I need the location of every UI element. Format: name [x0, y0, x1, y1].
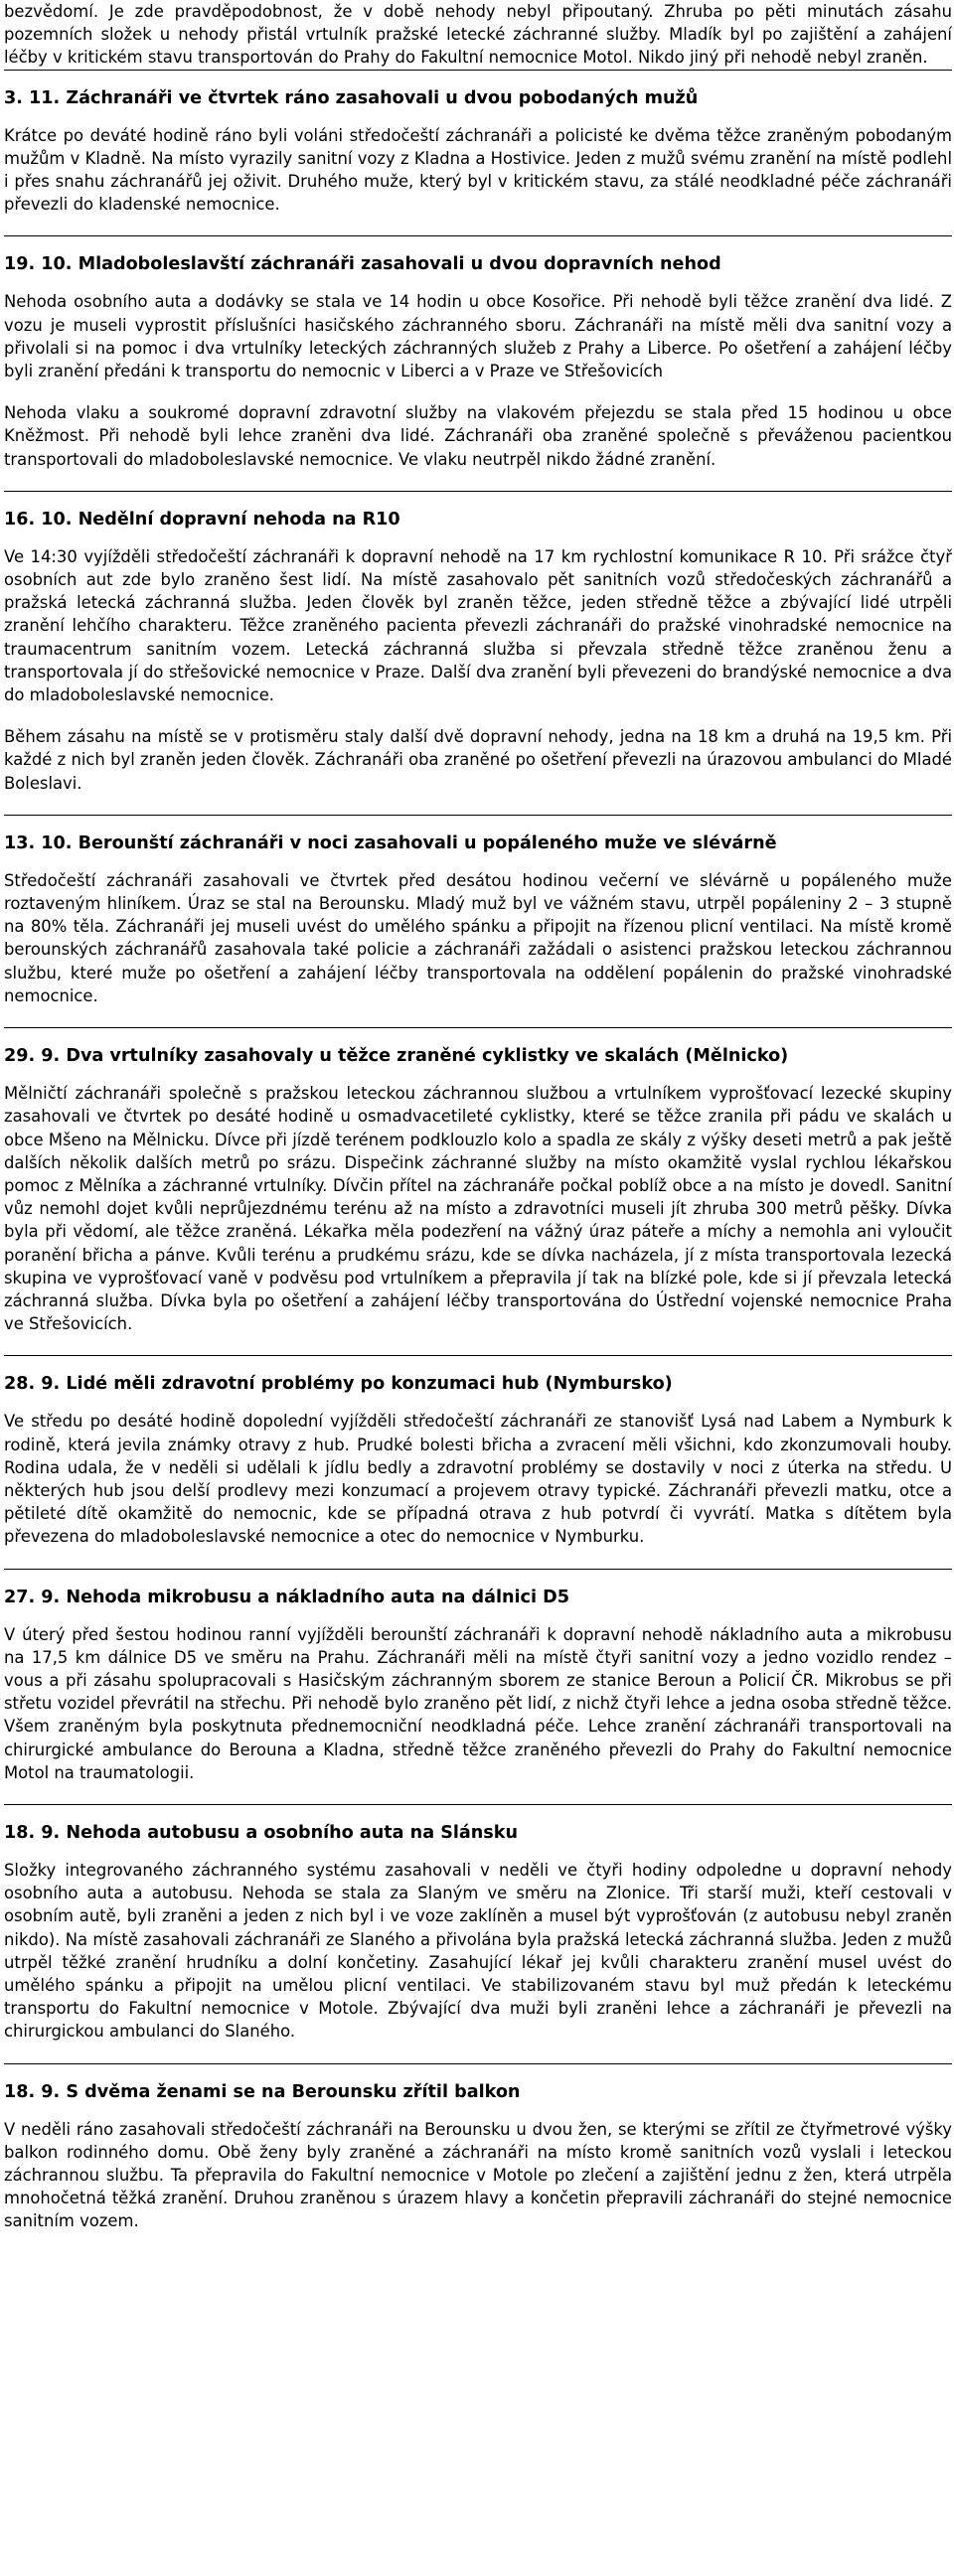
news-article	[4, 2063, 952, 2233]
intro-section	[4, 0, 952, 70]
article-title: 29. 9. Dva vrtulníky zasahovaly u těžce zraněné cyklistky ve skalách (Mělnicko)	[4, 1046, 789, 1067]
article-title: 13. 10. Berounští záchranáři v noci zasahovali u popáleného muže ve slévárně	[4, 833, 777, 853]
news-article	[4, 491, 952, 795]
article-paragraph: Krátce po deváté hodině ráno byli voláni středočeští záchranáři a policisté ke dvěma těžce zraněným pobodaným mužům v Kladně. Na místo vyrazily sanitní vozy z Kladna a Hostivice. Jeden z mužů svému zranění na místě podlehl i přes snahu záchranářů jej oživit. Druhého muže, který byl v kritickém stavu, za stálé neodkladné péče záchranáři převezli do kladenské nemocnice.	[4, 125, 952, 215]
article-paragraph: Během zásahu na místě se v protisměru staly další dvě dopravní nehody, jedna na 18 km a druhá na 19,5 km. Při každé z nich byl zraněn jeden člověk. Záchranáři oba zraněné po ošetření převezli na úrazovou ambulanci do Mladé Boleslavi.	[4, 727, 952, 793]
news-article	[4, 1027, 952, 1335]
news-article	[4, 1569, 952, 1784]
article-paragraph: Složky integrovaného záchranného systému zasahovali v neděli ve čtyři hodiny odpoledne u dopravní nehody osobního auta a autobusu. Nehoda se stala za Slaným ve směru na Zlonice. Tři starší muži, kteří cestovali v osobním autě, byli zraněni a jeden z nich byl i ve voze zaklíněn a musel být vyprošťován (z autobusu nebyl zraněn nikdo). Na místě zasahovali záchranáři ze Slaného a přivolána byla pražská letecká záchranná služba. Jeden z mužů utrpěl těžké zranění hrudníku a dolní končetiny. Zasahující lékař jej kvůli charakteru zranění musel uvést do umělého spánku a připojit na umělou plicní ventilaci. Ve stabilizovaném stavu byl muž předán k leteckému transportu do Fakultní nemocnice v Motole. Zbývající dva muži byli zraněni lehce a záchranáři je převezli na chirurgickou ambulanci do Slaného.	[4, 1860, 952, 2042]
article-paragraph: Nehoda vlaku a soukromé dopravní zdravotní služby na vlakovém přejezdu se stala před 15 hodinou u obce Kněžmost. Při nehodě byli lehce zraněni dva lidé. Záchranáři oba zraněné společně s převáženou pacientkou transportovali do mladoboleslavské nemocnice. Ve vlaku neutrpěl nikdo žádné zranění.	[4, 403, 952, 469]
article-paragraph: Středočeští záchranáři zasahovali ve čtvrtek před desátou hodinou večerní ve slévárně u popáleného muže roztaveným hliníkem. Úraz se stal na Berounsku. Mladý muž byl ve vážném stavu, utrpěl popáleniny 2 – 3 stupně na 80% těla. Záchranáři jej museli uvést do umělého spánku a připojit na řízenou plicní ventilaci. Na místě kromě berounských záchranářů zasahovala také policie a záchranáři zažádali o asistenci pražskou leteckou záchrannou službu, které muže po ošetření a zahájení léčby transportovala na oddělení popálenin do pražské vinohradské nemocnice.	[4, 870, 952, 1005]
news-article	[4, 1804, 952, 2044]
article-paragraph: Nehoda osobního auta a dodávky se stala ve 14 hodin u obce Kosořice. Při nehodě byli těžce zranění dva lidé. Z vozu je museli vyprostit příslušníci hasičského záchranného sboru. Záchranáři na místě měli dva sanitní vozy a přivolali si na pomoc i dva vrtulníky leteckých záchranných služeb z Prahy a Liberce. Po ošetření a zahájení léčby byli zranění předáni k transportu do nemocnic v Liberci a v Praze ve Střešovicích	[4, 292, 952, 381]
article-title: 19. 10. Mladoboleslavští záchranáři zasahovali u dvou dopravních nehod	[4, 254, 721, 275]
article-paragraph: Ve 14:30 vyjížděli středočeští záchranáři k dopravní nehodě na 17 km rychlostní komunikace R 10. Při srážce čtyř osobních aut zde bylo zraněno šest lidí. Na místě zasahovalo pět sanitních vozů středočeských záchranářů a pražská letecká záchranná služba. Jeden člověk byl zraněn těžce, jeden středně těžce a zbývající lidé utrpěli zranění lehčího charakteru. Těžce zraněného pacienta převezli záchranáři do pražské vinohradské nemocnice na traumacentrum sanitním vozem. Letecká záchranná služba si převzala středně těžce zraněnou ženu a transportovala jí do střešovické nemocnice v Praze. Další dva zranění byli převezeni do brandýské nemocnice a dva do mladoboleslavské nemocnice.	[4, 546, 952, 705]
article-title: 18. 9. Nehoda autobusu a osobního auta na Slánsku	[4, 1822, 518, 1843]
article-title: 16. 10. Nedělní dopravní nehoda na R10	[4, 509, 400, 530]
news-article	[4, 235, 952, 470]
article-title: 18. 9. S dvěma ženami se na Berounsku zřítil balkon	[4, 2081, 521, 2102]
intro-paragraph: bezvědomí. Je zde pravděpodobnost, že v době nehody nebyl připoutaný. Zhruba po pěti minutách zásahu pozemních složek u nehody přistál vrtulník pražské letecké záchranné služby. Mladík byl po zajištění a zahájení léčby v kritickém stavu transportován do Prahy do Fakultní nemocnice Motol. Nikdo jiný při nehodě nebyl zraněn.	[4, 2, 952, 68]
article-paragraph: Ve středu po desáté hodině dopolední vyjížděli středočeští záchranáři ze stanovišť Lysá nad Labem a Nymburk k rodině, která jevila známky otravy z hub. Prudké bolesti břicha a zvracení měli všichni, kdo zkonzumovali houby. Rodina udala, že v neděli si udělali k jídlu bedly a zdravotní problémy se dostavily v noci z úterka na středu. U některých hub jsou delší prodlevy mezi konzumací a projevem otravy typické. Záchranáři převezli matku, otce a pětileté dítě okamžitě do nemocnic, kde se případná otrava z hub potvrdí či vyvrátí. Matka s dítětem byla převezena do mladoboleslavské nemocnice a otec do nemocnice v Nymburku.	[4, 1412, 952, 1547]
article-paragraph: Mělničtí záchranáři společně s pražskou leteckou záchrannou službou a vrtulníkem vyprošťovací lezecké skupiny zasahovali ve čtvrtek po desáté hodině u osmadvacetileté cyklistky, které se těžce zranila při pádu ve skalách u obce Mšeno na Mělnicku. Dívce při jízdě terénem podklouzlo kolo a spadla ze skály z výšky deseti metrů a pak ještě dalších několik dalších metrů po srázu. Dispečink záchranné služby na místo okamžitě vyslal rychlou lékařskou pomoc z Mělníka a záchranné vrtulníky. Dívčin přítel na záchranáře počkal poblíž obce a na místo je dovedl. Sanitní vůz nemohl dojet kvůli neprůjezdnému terénu až na místo a zdravotníci museli jít zhruba 300 metrů pěšky. Dívka byla při vědomí, ale těžce zraněná. Lékařka měla podezření na vážný úraz páteře a míchy a nemohla ani vyloučit poranění břicha a pánve. Kvůli terénu a prudkému srázu, kde se dívka nacházela, jí z místa transportovala lezecká skupina ve vyprošťovací vaně v podvěsu pod vrtulníkem a přepravila jí tak na blízké pole, kde si jí převzala letecká záchranná služba. Dívka byla po ošetření a zahájení léčby transportována do Ústřední vojenské nemocnice Praha ve Střešovicích.	[4, 1084, 952, 1334]
article-paragraph: V neděli ráno zasahovali středočeští záchranáři na Berounsku u dvou žen, se kterými se zřítil ze čtyřmetrové výšky balkon rodinného domu. Obě ženy byly zraněné a záchranáři na místo kromě sanitních vozů vyslali i leteckou záchrannou službu. Ta přepravila do Fakultní nemocnice v Motole po zlečení a zajištění jednu z žen, která utrpěla mnohočetná těžká zranění. Druhou zraněnou s úrazem hlavy a končetin přepravili záchranáři do stejné nemocnice sanitním vozem.	[4, 2119, 952, 2231]
article-title: 3. 11. Záchranáři ve čtvrtek ráno zasahovali u dvou pobodaných mužů	[4, 87, 699, 108]
article-title: 28. 9. Lidé měli zdravotní problémy po konzumaci hub (Nymbursko)	[4, 1374, 673, 1395]
article-paragraph: V úterý před šestou hodinou ranní vyjížděli berounští záchranáři k dopravní nehodě nákladního auta a mikrobusu na 17,5 km dálnice D5 ve směru na Prahu. Záchranáři měli na místě čtyři sanitní vozy a jedno vozidlo rendez – vous a při zásahu spolupracovali s Hasičským záchranným sborem ze stanice Beroun a Policií ČR. Mikrobus se při střetu vozidel převrátil na střechu. Při nehodě bylo zraněno pět lidí, z nichž čtyři lehce a jedna osoba středně těžce. Všem zraněným byla poskytnuta přednemocniční neodkladná péče. Lehce zranění záchranáři transportovali na chirurgické ambulance do Berouna a Kladna, středně těžce zraněného převezli do Prahy do Fakultní nemocnice Motol na traumatologii.	[4, 1624, 952, 1782]
news-article	[4, 1355, 952, 1548]
news-article	[4, 70, 952, 217]
articles-list	[4, 70, 952, 2233]
article-title: 27. 9. Nehoda mikrobusu a nákladního auta na dálnici D5	[4, 1587, 569, 1607]
news-article	[4, 815, 952, 1007]
